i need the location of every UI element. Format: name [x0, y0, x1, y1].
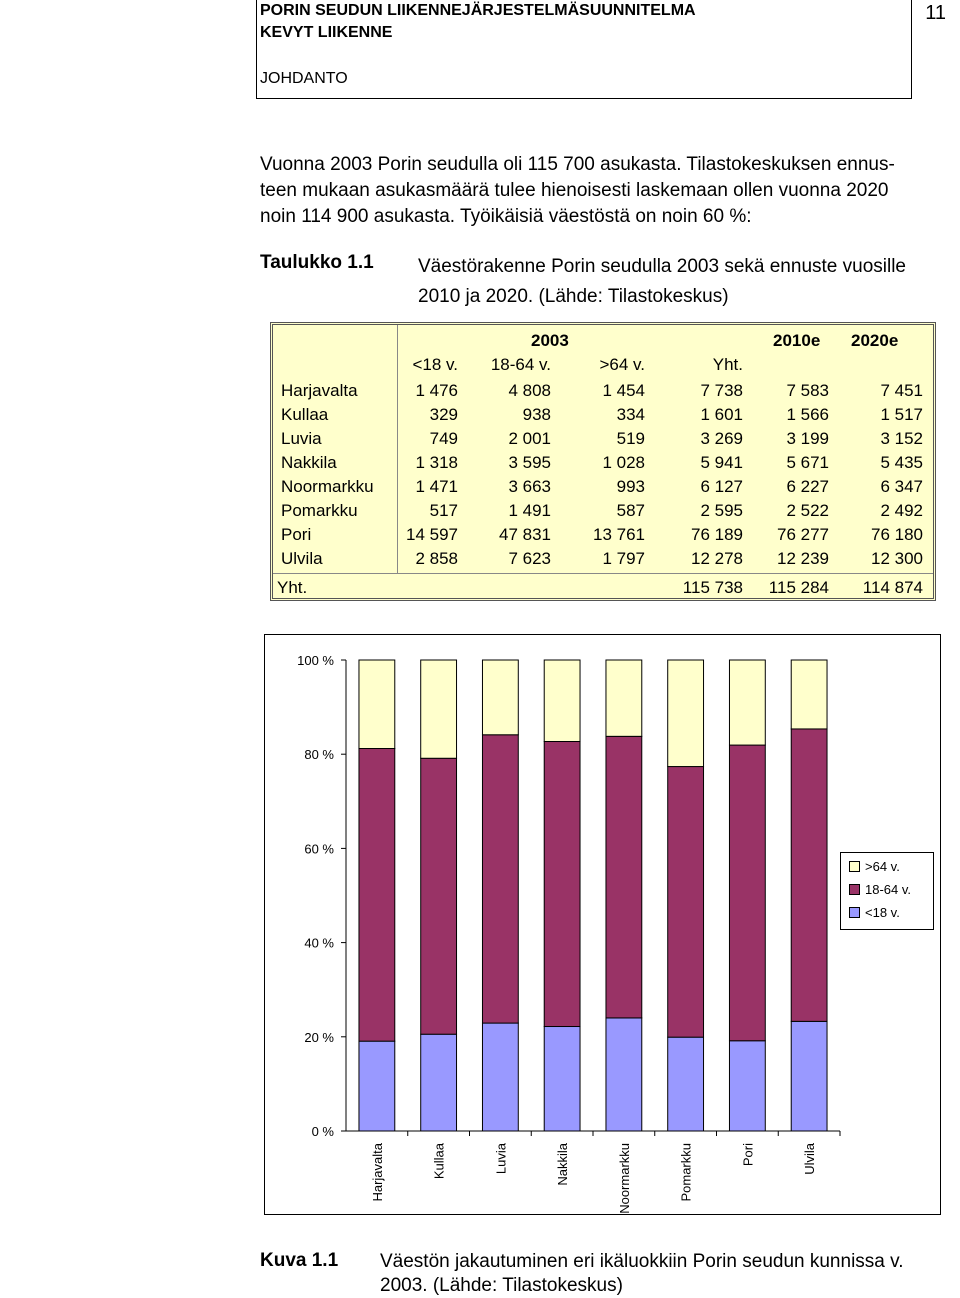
intro-line: noin 114 900 asukasta. Työikäisiä väestöstä on noin 60 %:: [260, 206, 752, 227]
table-cell: 334: [616, 405, 645, 424]
table-cell: 1 454: [602, 381, 645, 400]
figure-label: Kuva 1.1: [260, 1250, 339, 1271]
table-cell: 749: [429, 429, 458, 448]
intro-line: teen mukaan asukasmäärä tulee hienoisesti laskemaan ollen vuonna 2020: [260, 180, 889, 201]
table-cell: 2 858: [415, 549, 458, 568]
table-group-header: 2010e: [773, 331, 821, 350]
page-number: 11: [925, 2, 946, 24]
x-tick-label: Pomarkku: [678, 1143, 694, 1202]
bar-segment-over-64: [668, 660, 704, 767]
table-row-name: Harjavalta: [281, 381, 358, 400]
table-sub-header: >64 v.: [599, 355, 645, 374]
table-cell: 12 239: [777, 549, 829, 568]
legend-item: [849, 905, 900, 920]
table-cell: 2 001: [508, 429, 551, 448]
x-tick-label: Ulvila: [802, 1143, 818, 1175]
table-cell: 6 347: [880, 477, 923, 496]
legend-label: 18-64 v.: [865, 882, 912, 897]
table-cell: 76 180: [871, 525, 923, 544]
table-cell: 5 435: [880, 453, 923, 472]
x-tick-label: Noormarkku: [616, 1143, 632, 1214]
table-total-divider: [273, 573, 933, 574]
figure-caption-line: Väestön jakautuminen eri ikäluokkiin Porin seudun kunnissa v.: [380, 1251, 904, 1272]
section-title: JOHDANTO: [260, 70, 348, 87]
bar-segment-18-64: [359, 749, 395, 1042]
table-cell: 7 623: [508, 549, 551, 568]
bar-segment-18-64: [729, 745, 765, 1041]
table-total-cell: 115 738: [682, 578, 743, 597]
table-cell: 3 199: [786, 429, 829, 448]
table-cell: 1 028: [602, 453, 645, 472]
bar-segment-18-64: [544, 741, 580, 1026]
header-title: PORIN SEUDUN LIIKENNEJÄRJESTELMÄSUUNNITELMA: [260, 2, 696, 19]
table-cell: 587: [616, 501, 645, 520]
legend-swatch: [849, 907, 860, 918]
intro-line: Vuonna 2003 Porin seudulla oli 115 700 asukasta. Tilastokeskuksen ennus-: [260, 154, 895, 175]
x-tick-label: Nakkila: [555, 1143, 571, 1186]
bar-segment-18-64: [791, 729, 827, 1021]
bar-segment-over-64: [544, 660, 580, 741]
table-sub-header: 18-64 v.: [490, 355, 551, 374]
bar-segment-18-64: [421, 758, 457, 1034]
header-rule-left: [256, 0, 257, 98]
legend-item: [849, 859, 900, 874]
table-caption: [418, 252, 960, 312]
intro-paragraph: [260, 152, 960, 230]
legend-swatch: [849, 861, 860, 872]
table-cell: 3 663: [508, 477, 551, 496]
table-cell: 7 451: [880, 381, 923, 400]
table-cell: 1 601: [700, 405, 743, 424]
table-cell: 2 492: [880, 501, 923, 520]
table-cell: 1 471: [415, 477, 458, 496]
table-cell: 1 318: [415, 453, 458, 472]
table-cell: 1 491: [508, 501, 551, 520]
header-rule-right: [911, 0, 912, 98]
table-total-label: Yht.: [277, 578, 308, 597]
table-cell: 6 127: [700, 477, 743, 496]
table-cell: 4 808: [508, 381, 551, 400]
y-tick-label: 20 %: [304, 1029, 334, 1045]
table-cell: 517: [429, 501, 458, 520]
table-cell: 3 595: [508, 453, 551, 472]
table-label: Taulukko 1.1: [260, 252, 374, 273]
x-tick-label: Kullaa: [431, 1143, 447, 1180]
bar-segment-under-18: [729, 1041, 765, 1131]
figure-caption: [380, 1250, 960, 1298]
x-tick-label: Pori: [740, 1143, 756, 1167]
table-total-cell: 114 874: [862, 578, 923, 597]
header-subtitle: KEVYT LIIKENNE: [260, 24, 393, 41]
bar-segment-under-18: [791, 1021, 827, 1131]
table-cell: 329: [429, 405, 458, 424]
table-cell: 76 277: [777, 525, 829, 544]
x-tick-label: Harjavalta: [369, 1143, 385, 1202]
table-cell: 1 566: [786, 405, 829, 424]
figure-caption-line: 2003. (Lähde: Tilastokeskus): [380, 1275, 623, 1296]
table-sub-header: Yht.: [712, 355, 743, 374]
table-cell: 938: [522, 405, 551, 424]
bar-segment-over-64: [791, 660, 827, 729]
legend-label: >64 v.: [865, 859, 900, 874]
population-table: [270, 322, 936, 601]
y-tick-label: 80 %: [304, 747, 334, 763]
table-cell: 1 517: [880, 405, 923, 424]
y-tick-label: 0 %: [311, 1124, 334, 1139]
table-row-name: Kullaa: [281, 405, 329, 424]
table-row-name: Nakkila: [281, 453, 337, 472]
legend-item: [849, 882, 911, 897]
table-cell: 12 300: [871, 549, 923, 568]
table-total-cell: 115 284: [768, 578, 829, 597]
bar-segment-under-18: [668, 1037, 704, 1131]
y-tick-label: 60 %: [304, 841, 334, 857]
table-cell: 7 583: [786, 381, 829, 400]
table-cell: 993: [616, 477, 645, 496]
bar-segment-under-18: [606, 1018, 642, 1131]
table-row-name: Pori: [281, 525, 312, 544]
table-cell: 2 522: [786, 501, 829, 520]
legend-label: <18 v.: [865, 905, 900, 920]
table-cell: 5 941: [700, 453, 743, 472]
table-cell: 3 152: [880, 429, 923, 448]
table-cell: 14 597: [406, 525, 458, 544]
table-cell: 7 738: [700, 381, 743, 400]
bar-segment-18-64: [606, 736, 642, 1018]
bar-segment-under-18: [544, 1027, 580, 1131]
bar-segment-18-64: [482, 735, 518, 1023]
table-row-name: Ulvila: [281, 549, 323, 568]
bar-segment-under-18: [359, 1041, 395, 1131]
table-group-header: 2020e: [851, 331, 899, 350]
table-cell: 13 761: [593, 525, 645, 544]
y-tick-label: 100 %: [297, 653, 334, 668]
x-tick-label: Luvia: [493, 1143, 509, 1175]
table-cell: 47 831: [499, 525, 551, 544]
bar-segment-over-64: [421, 660, 457, 758]
table-cell: 1 476: [415, 381, 458, 400]
table-sub-header: <18 v.: [412, 355, 458, 374]
y-tick-label: 40 %: [304, 935, 334, 951]
table-caption-line: Väestörakenne Porin seudulla 2003 sekä ennuste vuosille: [418, 256, 906, 277]
table-cell: 5 671: [786, 453, 829, 472]
legend-swatch: [849, 884, 860, 895]
bar-segment-over-64: [359, 660, 395, 749]
bar-segment-over-64: [482, 660, 518, 735]
table-caption-line: 2010 ja 2020. (Lähde: Tilastokeskus): [418, 286, 729, 307]
bar-segment-over-64: [606, 660, 642, 736]
table-cell: 12 278: [691, 549, 743, 568]
plot-area: [346, 660, 840, 1131]
bar-segment-under-18: [482, 1023, 518, 1131]
table-group-header: 2003: [531, 331, 569, 350]
table-row-name: Luvia: [281, 429, 322, 448]
bar-segment-18-64: [668, 767, 704, 1038]
table-cell: 1 797: [602, 549, 645, 568]
bar-segment-under-18: [421, 1034, 457, 1131]
table-cell: 3 269: [700, 429, 743, 448]
table-row-name: Noormarkku: [281, 477, 374, 496]
chart-legend: [840, 852, 934, 930]
table-cell: 6 227: [786, 477, 829, 496]
header-rule: [256, 98, 912, 99]
table-row-name: Pomarkku: [281, 501, 358, 520]
table-cell: 76 189: [691, 525, 743, 544]
table-cell: 519: [616, 429, 645, 448]
bar-segment-over-64: [729, 660, 765, 745]
table-cell: 2 595: [700, 501, 743, 520]
